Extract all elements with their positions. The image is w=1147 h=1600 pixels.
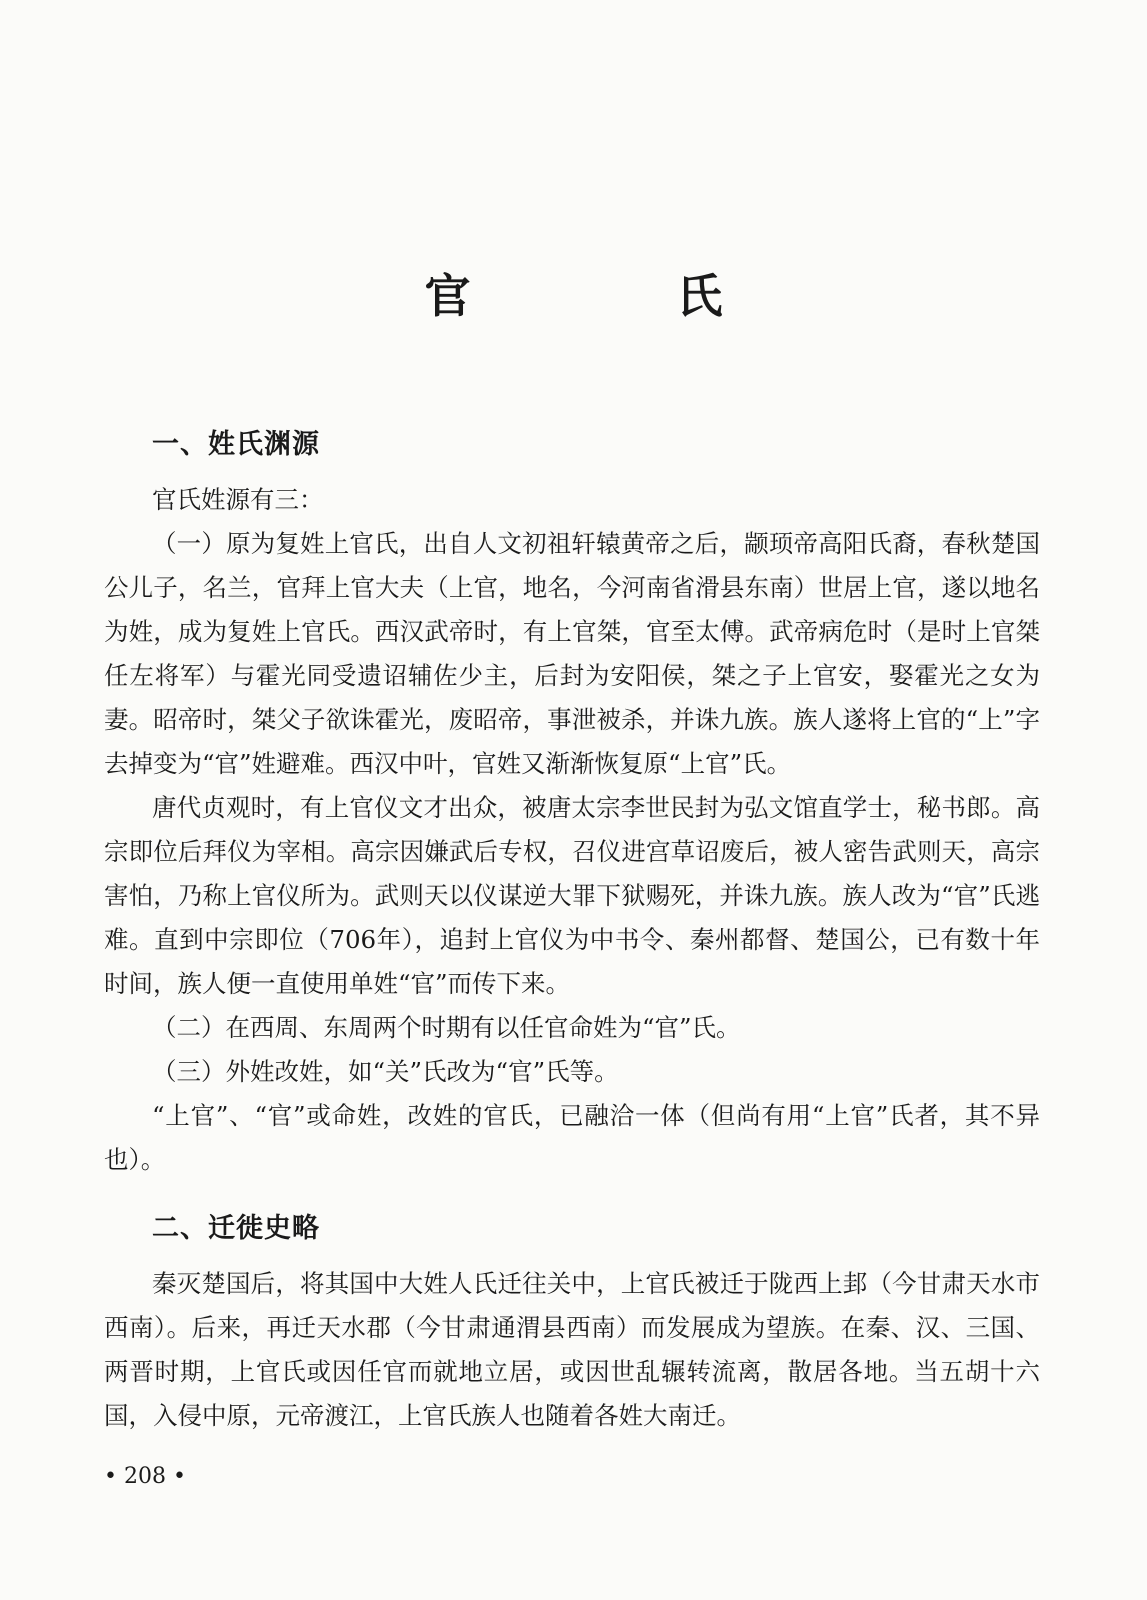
section-heading-origin: 一、姓氏渊源 xyxy=(152,429,320,460)
paragraph: 秦灭楚国后，将其国中大姓人氏迁往关中，上官氏被迁于陇西上邽（今甘肃天水市西南）。后来，再迁天水郡（今甘肃通渭县西南）而发展成为望族。在秦、汉、三国、两晋时期，上官氏或因任官而就地立居，或因世乱辗转流离，散居各地。当五胡十六国，入侵中原，元帝渡江，上官氏族人也随着各姓大南迁。 xyxy=(104,1269,1040,1430)
paragraph: （三）外姓改姓，如“关”氏改为“官”氏等。 xyxy=(152,1057,619,1086)
page-number: • 208 • xyxy=(104,1464,186,1489)
paragraph: “上官”、“官”或命姓，改姓的官氏，已融洽一体（但尚有用“上官”氏者，其不异也）。 xyxy=(104,1101,1040,1174)
paragraph: 唐代贞观时，有上官仪文才出众，被唐太宗李世民封为弘文馆直学士，秘书郎。高宗即位后拜仪为宰相。高宗因嫌武后专权，召仪进宫草诏废后，被人密告武则天，高宗害怕，乃称上官仪所为。武则天以仪谋逆大罪下狱赐死，并诛九族。族人改为“官”氏逃难。直到中宗即位（706年），追封上官仪为中书令、秦州都督、楚国公，已有数十年时间，族人便一直使用单姓“官”而传下来。 xyxy=(104,793,1040,998)
paragraph: 官氏姓源有三： xyxy=(152,485,324,514)
section-body-migration xyxy=(104,1262,1040,1438)
paragraph: （二）在西周、东周两个时期有以任官命姓为“官”氏。 xyxy=(152,1013,741,1042)
page-title: 官 氏 xyxy=(424,269,803,323)
section-body-origin xyxy=(104,478,1040,1182)
section-heading-migration: 二、迁徙史略 xyxy=(152,1213,320,1244)
paragraph: （一）原为复姓上官氏，出自人文初祖轩辕黄帝之后，颛顼帝高阳氏裔，春秋楚国公儿子，名兰，官拜上官大夫（上官，地名，今河南省滑县东南）世居上官，遂以地名为姓，成为复姓上官氏。西汉武帝时，有上官桀，官至太傅。武帝病危时（是时上官桀任左将军）与霍光同受遗诏辅佐少主，后封为安阳侯，桀之子上官安，娶霍光之女为妻。昭帝时，桀父子欲诛霍光，废昭帝，事泄被杀，并诛九族。族人遂将上官的“上”字去掉变为“官”姓避难。西汉中叶，官姓又渐渐恢复原“上官”氏。 xyxy=(104,529,1040,778)
